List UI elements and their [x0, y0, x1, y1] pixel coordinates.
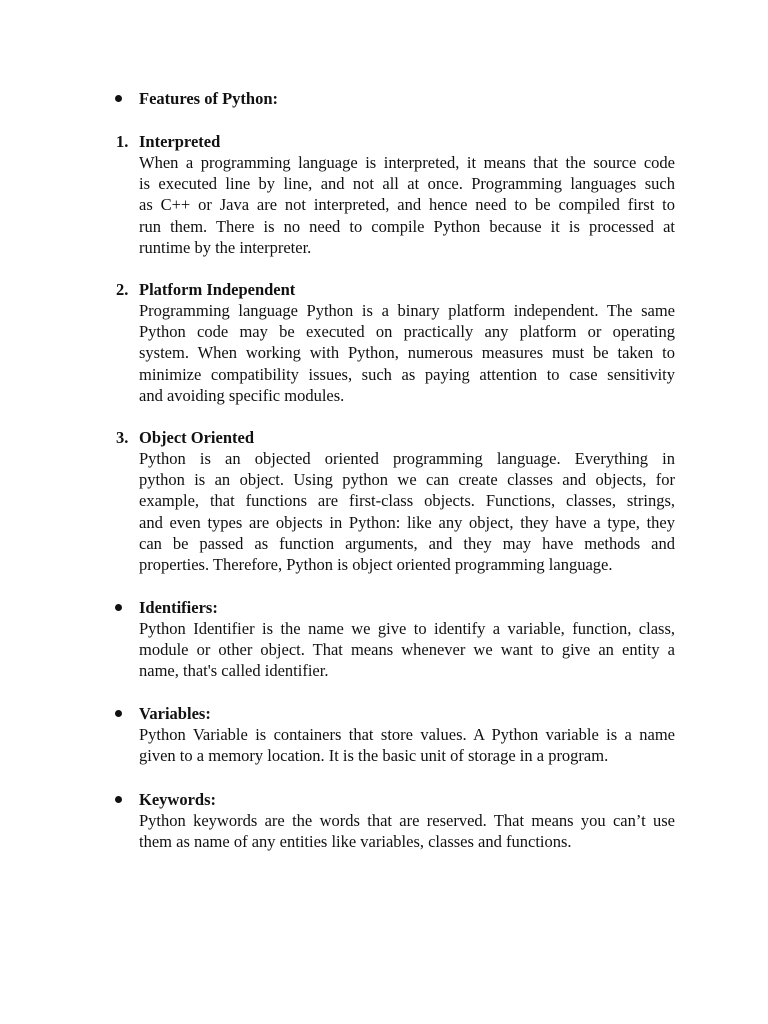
text-line: given to a memory location. It is the basic unit of storage in a program. — [139, 746, 609, 766]
feature-description — [139, 152, 675, 258]
section-title: Variables: — [139, 704, 211, 723]
section-variables — [110, 703, 675, 766]
text-line: is executed line by line, and not all at once. Programming languages such — [139, 174, 675, 194]
feature-title: Interpreted — [139, 132, 221, 151]
text-line: When a programming language is interpreted, it means that the source code — [139, 153, 675, 172]
text-line: Python Identifier is the name we give to identify a variable, function, class, — [139, 619, 675, 638]
bullet-icon — [115, 604, 122, 611]
feature-title: Platform Independent — [139, 280, 296, 299]
text-line: module or other object. That means whenever we want to give an entity a — [139, 640, 675, 660]
bullet-icon — [115, 95, 122, 102]
feature-object-oriented — [110, 427, 675, 575]
bullet-icon — [115, 710, 122, 717]
text-line: and avoiding specific modules. — [139, 385, 345, 405]
feature-number: 3. — [116, 428, 129, 447]
feature-interpreted — [110, 131, 675, 258]
text-line: python is an object. Using python we can create classes and objects, for — [139, 470, 675, 490]
feature-description — [139, 300, 675, 406]
section-identifiers — [110, 597, 675, 682]
section-title: Keywords: — [139, 790, 216, 809]
section-description — [139, 724, 675, 766]
text-line: can be passed as function arguments, and they may have methods and — [139, 533, 675, 553]
text-line: runtime by the interpreter. — [139, 237, 312, 257]
section-title: Identifiers: — [139, 598, 218, 617]
feature-number: 1. — [116, 132, 129, 151]
text-line: Python is an objected oriented programming language. Everything in — [139, 449, 675, 468]
feature-number: 2. — [116, 280, 129, 299]
feature-platform-independent — [110, 279, 675, 406]
text-line: example, that functions are first-class objects. Functions, classes, strings, — [139, 491, 675, 511]
section-keywords — [110, 789, 675, 852]
text-line: Programming language Python is a binary platform independent. The same — [139, 301, 675, 320]
text-line: them as name of any entities like variables, classes and functions. — [139, 832, 572, 852]
text-line: system. When working with Python, numerous measures must be taken to — [139, 343, 675, 363]
feature-description — [139, 448, 675, 575]
features-heading-title: Features of Python: — [139, 89, 279, 108]
features-heading — [110, 88, 675, 109]
text-line: properties. Therefore, Python is object oriented programming language. — [139, 555, 613, 575]
bullet-icon — [115, 796, 122, 803]
text-line: as C++ or Java are not interpreted, and hence need to be compiled first to — [139, 195, 675, 215]
text-line: Python code may be executed on practically any platform or operating — [139, 322, 675, 342]
text-line: Python Variable is containers that store values. A Python variable is a name — [139, 725, 675, 744]
section-description — [139, 810, 675, 852]
text-line: Python keywords are the words that are reserved. That means you can’t use — [139, 811, 675, 830]
text-line: minimize compatibility issues, such as paying attention to case sensitivity — [139, 364, 675, 384]
text-line: run them. There is no need to compile Python because it is processed at — [139, 216, 675, 236]
feature-title: Object Oriented — [139, 428, 255, 447]
text-line: name, that's called identifier. — [139, 661, 329, 681]
section-description — [139, 618, 675, 682]
text-line: and even types are objects in Python: like any object, they have a type, they — [139, 512, 675, 532]
